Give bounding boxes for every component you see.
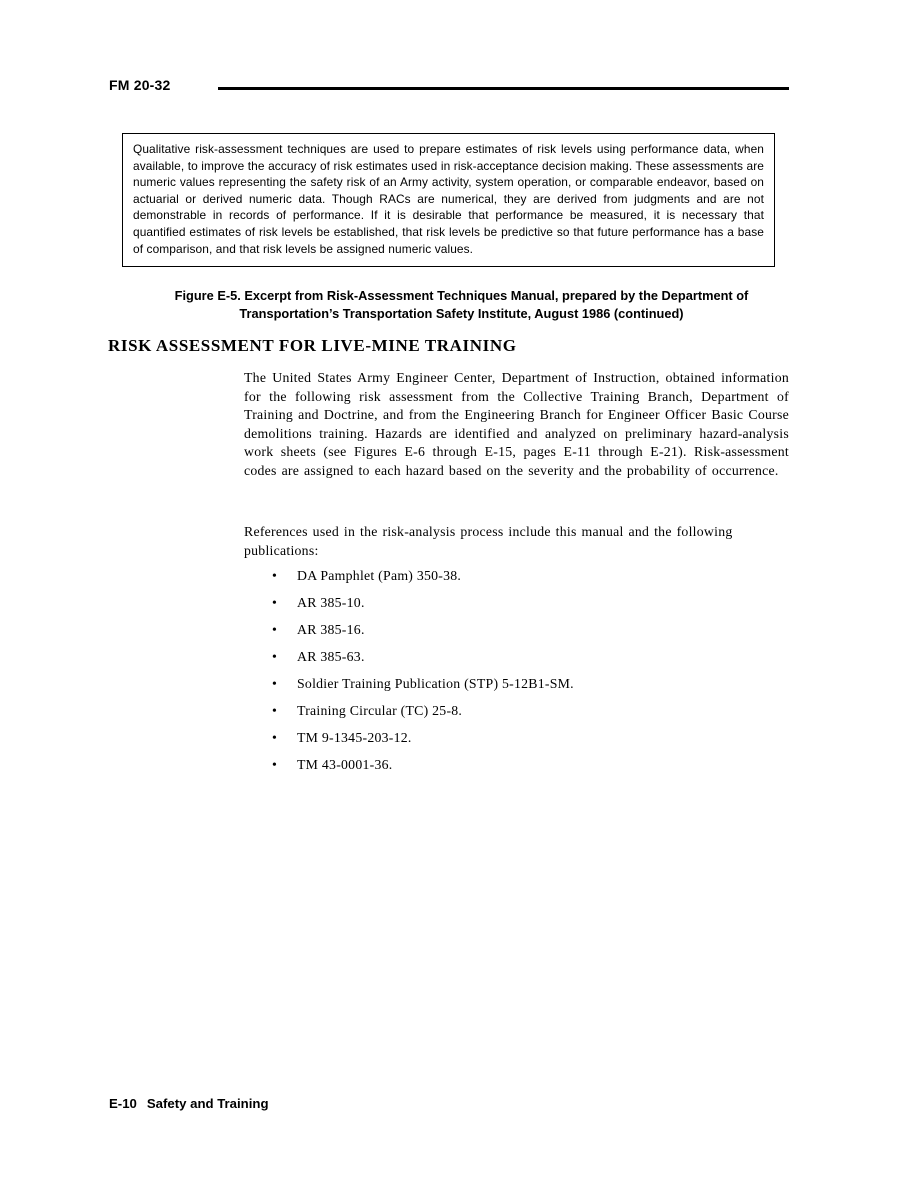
list-item — [272, 568, 574, 595]
list-item — [272, 595, 574, 622]
bullet-marker: • — [272, 676, 278, 691]
list-item — [272, 757, 574, 784]
footer-section-title: Safety and Training — [146, 1096, 269, 1111]
bullet-marker: • — [272, 622, 278, 637]
list-item — [272, 703, 574, 730]
figure-caption-line-1: Figure E-5. Excerpt from Risk-Assessment Techniques Manual, prepared by the Department of — [174, 288, 749, 303]
list-item — [272, 649, 574, 676]
page-footer — [109, 1096, 269, 1111]
page-header: FM 20-32 — [109, 77, 171, 93]
bullet-marker: • — [272, 595, 278, 610]
figure-caption-line-2: Transportation’s Transportation Safety Institute, August 1986 (continued) — [239, 305, 684, 321]
bullet-marker: • — [272, 703, 278, 718]
bullet-marker: • — [272, 649, 278, 664]
bullet-marker: • — [272, 757, 278, 772]
footer-page-number: E-10 — [109, 1096, 137, 1111]
list-item-text: TM 43-0001-36. — [297, 757, 393, 772]
bullet-list — [272, 568, 574, 784]
figure-caption — [65, 287, 858, 322]
list-item — [272, 676, 574, 703]
body-paragraph-1: The United States Army Engineer Center, Department of Instruction, obtained information for the following risk assessment from the Collective Training Branch, Department of Training and Doctrine, and from the Engineering Branch for Engineer Officer Basic Course demolitions training. Hazards are identified and analyzed on preliminary hazard-analysis work sheets (see Figures E-6 through E-15, pages E-11 through E-21). Risk-assessment codes are assigned to each hazard based on the severity and the probability of occurrence. — [244, 370, 789, 478]
list-item-text: DA Pamphlet (Pam) 350-38. — [297, 568, 462, 583]
figure-box-text: Qualitative risk-assessment techniques are used to prepare estimates of risk levels using performance data, when available, to improve the accuracy of risk estimates used in risk-acceptance decision making. These assessments are numeric values representing the safety risk of an Army activity, system operation, or comparable endeavor, based on actuarial or derived numeric data. Though RACs are numerical, they are derived from judgments and are not demonstrable in records of performance. If it is desirable that performance be measured, it is necessary that quantified estimates of risk levels be established, that risk levels be predictive so that future performance has a base of comparison, and that risk levels be assigned numeric values. — [133, 142, 764, 256]
list-item-text: Training Circular (TC) 25-8. — [297, 703, 463, 718]
list-item — [272, 730, 574, 757]
bullet-marker: • — [272, 730, 278, 745]
list-item-text: TM 9-1345-203-12. — [297, 730, 412, 745]
figure-box — [122, 133, 775, 267]
body-paragraph-2: References used in the risk-analysis process include this manual and the following publications: — [244, 524, 733, 558]
list-item-text: AR 385-10. — [297, 595, 365, 610]
list-item-text: Soldier Training Publication (STP) 5-12B1-SM. — [297, 676, 574, 691]
header-rule — [218, 87, 789, 90]
list-item-text: AR 385-16. — [297, 622, 365, 637]
list-item — [272, 622, 574, 649]
bullet-marker: • — [272, 568, 278, 583]
section-heading: RISK ASSESSMENT FOR LIVE-MINE TRAINING — [108, 336, 517, 355]
list-item-text: AR 385-63. — [297, 649, 365, 664]
